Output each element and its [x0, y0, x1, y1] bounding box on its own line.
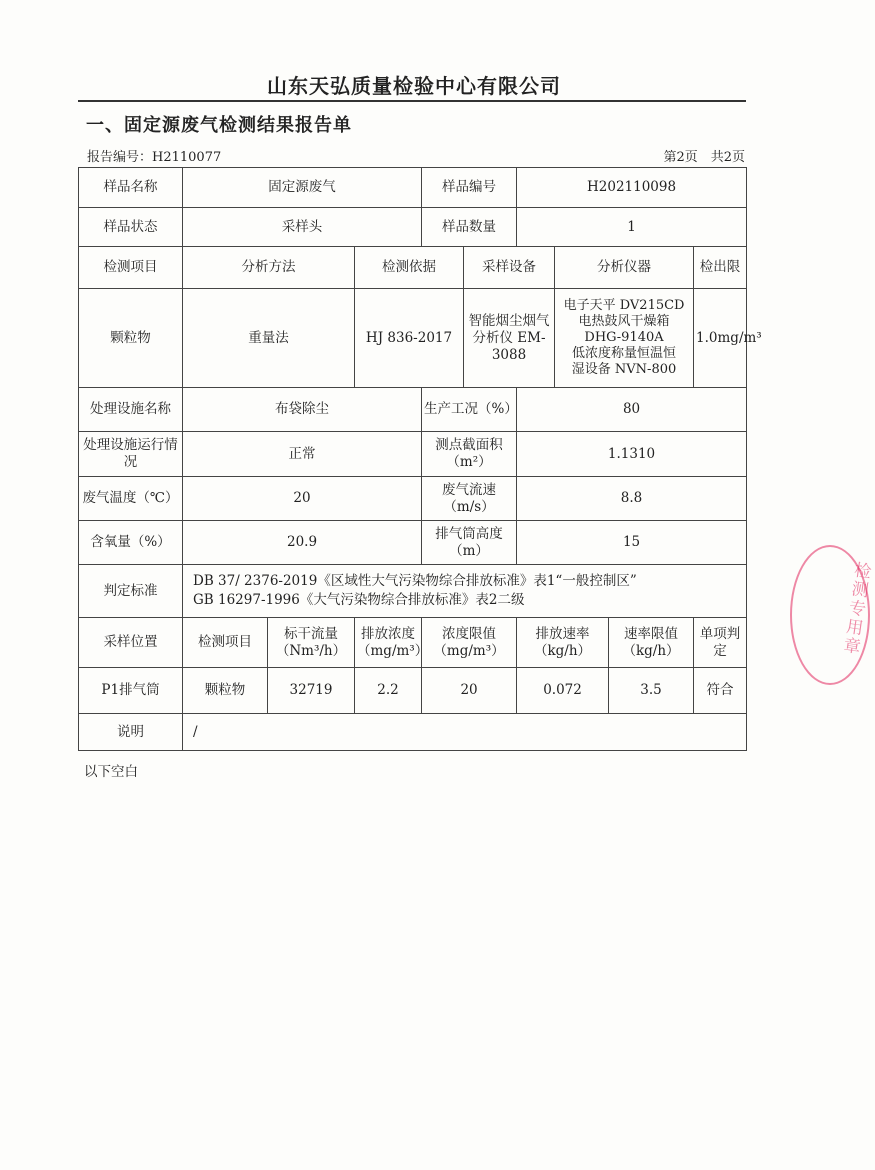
result-location: P1排气筒	[79, 668, 183, 714]
method-header-method: 分析方法	[183, 247, 355, 289]
method-header-limit: 检出限	[694, 247, 747, 289]
instrument-line: DHG-9140A	[584, 330, 664, 345]
sample-qty-value: 1	[517, 208, 747, 247]
standard-text	[183, 565, 747, 618]
result-judgement: 符合	[694, 668, 747, 714]
standard-label: 判定标准	[79, 565, 183, 618]
stack-height-value: 15	[517, 521, 747, 565]
blank-below-note: 以下空白	[84, 764, 138, 780]
method-instruments	[555, 289, 694, 388]
page-info: 第2页 共2页	[663, 150, 745, 165]
sample-id-value: H202110098	[517, 168, 747, 208]
note-label: 说明	[79, 714, 183, 751]
instrument-line: 电热鼓风干燥箱	[578, 314, 670, 329]
stack-height-label: 排气筒高度（m）	[422, 521, 517, 565]
standard-line: GB 16297-1996《大气污染物综合排放标准》表2二级	[193, 592, 525, 608]
method-header-item: 检测项目	[79, 247, 183, 289]
result-header-flow: 标干流量（Nm³/h）	[268, 618, 355, 668]
note-value: /	[183, 714, 747, 751]
section-title: 一、固定源废气检测结果报告单	[86, 115, 352, 136]
result-header-item: 检测项目	[183, 618, 268, 668]
instrument-line: 湿设备 NVN-800	[571, 362, 677, 377]
instrument-line: 电子天平 DV215CD	[563, 298, 685, 313]
section-area-label: 测点截面积（m²）	[422, 432, 517, 477]
report-table	[78, 167, 762, 751]
sample-qty-label: 样品数量	[422, 208, 517, 247]
sample-state-label: 样品状态	[79, 208, 183, 247]
facility-name-value: 布袋除尘	[183, 388, 422, 432]
oxygen-value: 20.9	[183, 521, 422, 565]
gas-temp-label: 废气温度（℃）	[79, 477, 183, 521]
method-item: 颗粒物	[79, 289, 183, 388]
report-number-label: 报告编号：	[87, 150, 153, 165]
report-number-value: H2110077	[152, 150, 222, 165]
result-rate-limit: 3.5	[609, 668, 694, 714]
method-sampling-equipment: 智能烟尘烟气分析仪 EM-3088	[464, 289, 555, 388]
facility-status-label: 处理设施运行情况	[79, 432, 183, 477]
sample-id-label: 样品编号	[422, 168, 517, 208]
standard-line: DB 37/ 2376-2019《区域性大气污染物综合排放标准》表1“一般控制区”	[193, 573, 637, 589]
sample-name-value: 固定源废气	[183, 168, 422, 208]
result-header-concentration: 排放浓度（mg/m³）	[355, 618, 422, 668]
result-item: 颗粒物	[183, 668, 268, 714]
result-header-judgement: 单项判定	[694, 618, 747, 668]
method-detection-limit: 1.0mg/m³	[694, 289, 747, 388]
instrument-line: 低浓度称量恒温恒	[572, 346, 677, 361]
report-number	[87, 146, 221, 165]
title-rule	[78, 100, 746, 102]
result-header-rate: 排放速率（kg/h）	[517, 618, 609, 668]
result-rate: 0.072	[517, 668, 609, 714]
result-header-rate-limit: 速率限值（kg/h）	[609, 618, 694, 668]
stamp-text: 检测专用章	[838, 560, 872, 657]
flow-speed-label: 废气流速（m/s）	[422, 477, 517, 521]
production-value: 80	[517, 388, 747, 432]
inspection-stamp	[790, 545, 870, 685]
method-header-basis: 检测依据	[355, 247, 464, 289]
facility-status-value: 正常	[183, 432, 422, 477]
result-conc-limit: 20	[422, 668, 517, 714]
method-header-instrument: 分析仪器	[555, 247, 694, 289]
oxygen-label: 含氧量（%）	[79, 521, 183, 565]
flow-speed-value: 8.8	[517, 477, 747, 521]
facility-name-label: 处理设施名称	[79, 388, 183, 432]
method-basis: HJ 836-2017	[355, 289, 464, 388]
section-area-value: 1.1310	[517, 432, 747, 477]
result-header-conc-limit: 浓度限值（mg/m³）	[422, 618, 517, 668]
gas-temp-value: 20	[183, 477, 422, 521]
result-header-location: 采样位置	[79, 618, 183, 668]
sample-name-label: 样品名称	[79, 168, 183, 208]
method-header-sampling: 采样设备	[464, 247, 555, 289]
result-concentration: 2.2	[355, 668, 422, 714]
method-analysis: 重量法	[183, 289, 355, 388]
production-label: 生产工况（%）	[422, 388, 517, 432]
result-flow: 32719	[268, 668, 355, 714]
company-name: 山东天弘质量检验中心有限公司	[267, 74, 561, 98]
sample-state-value: 采样头	[183, 208, 422, 247]
